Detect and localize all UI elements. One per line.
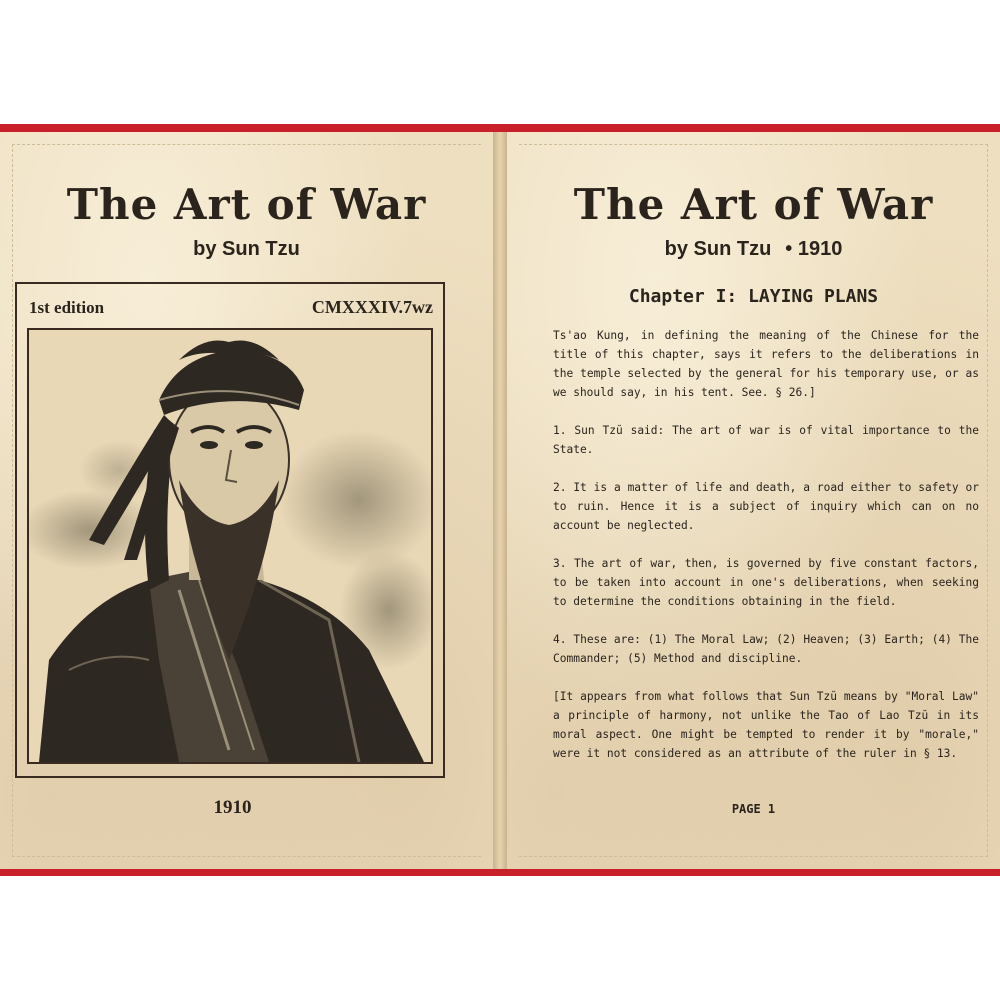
paragraph: 2. It is a matter of life and death, a road either to safety or to ruin. Hence it is a subject of inquiry which can on no account be neglected. [553,481,979,532]
edition-label: 1st edition [29,298,105,317]
right-author: by Sun Tzu [664,238,772,260]
paragraph: Ts'ao Kung, in defining the meaning of the Chinese for the title of this chapter, says it refers to the deliberations in the temple selected by the general for his temporary use, or as we should say, in his tent. See. § 26.] [553,329,979,399]
right-year: • 1910 [785,238,843,260]
open-book [0,124,1000,876]
portrait-illustration [29,330,431,762]
portrait-frame [15,282,445,778]
book-spine [493,132,507,869]
right-byline [507,238,1000,261]
left-year: 1910 [213,797,252,818]
stitch-line [519,856,988,857]
stitch-line [12,856,481,857]
paragraph: 1. Sun Tzŭ said: The art of war is of vital importance to the State. [553,424,979,456]
left-page [0,132,493,869]
right-title: The Art of War [573,180,934,229]
left-author: by Sun Tzu [193,238,300,260]
stitch-line [519,144,988,145]
right-page [507,132,1000,869]
chapter-heading: Chapter I: LAYING PLANS [628,286,879,307]
page-number: PAGE 1 [731,802,776,816]
paragraph: 4. These are: (1) The Moral Law; (2) Heaven; (3) Earth; (4) The Commander; (5) Method and discipline. [553,633,979,665]
catalog-code: CMXXXIV.7wz [311,297,433,317]
paragraph: 3. The art of war, then, is governed by five constant factors, to be taken into account in one's deliberations, when seeking to determine the conditions obtaining in the field. [553,557,979,608]
chapter-text [553,326,979,782]
left-title: The Art of War [66,180,427,229]
paragraph: [It appears from what follows that Sun Tzŭ means by "Moral Law" a principle of harmony, not unlike the Tao of Lao Tzŭ in its moral aspect. One might be tempted to render it by "morale," were it not considered as an attribute of the ruler in § 13. [553,690,979,760]
stitch-line [12,144,481,145]
sun-tzu-portrait [27,328,433,764]
